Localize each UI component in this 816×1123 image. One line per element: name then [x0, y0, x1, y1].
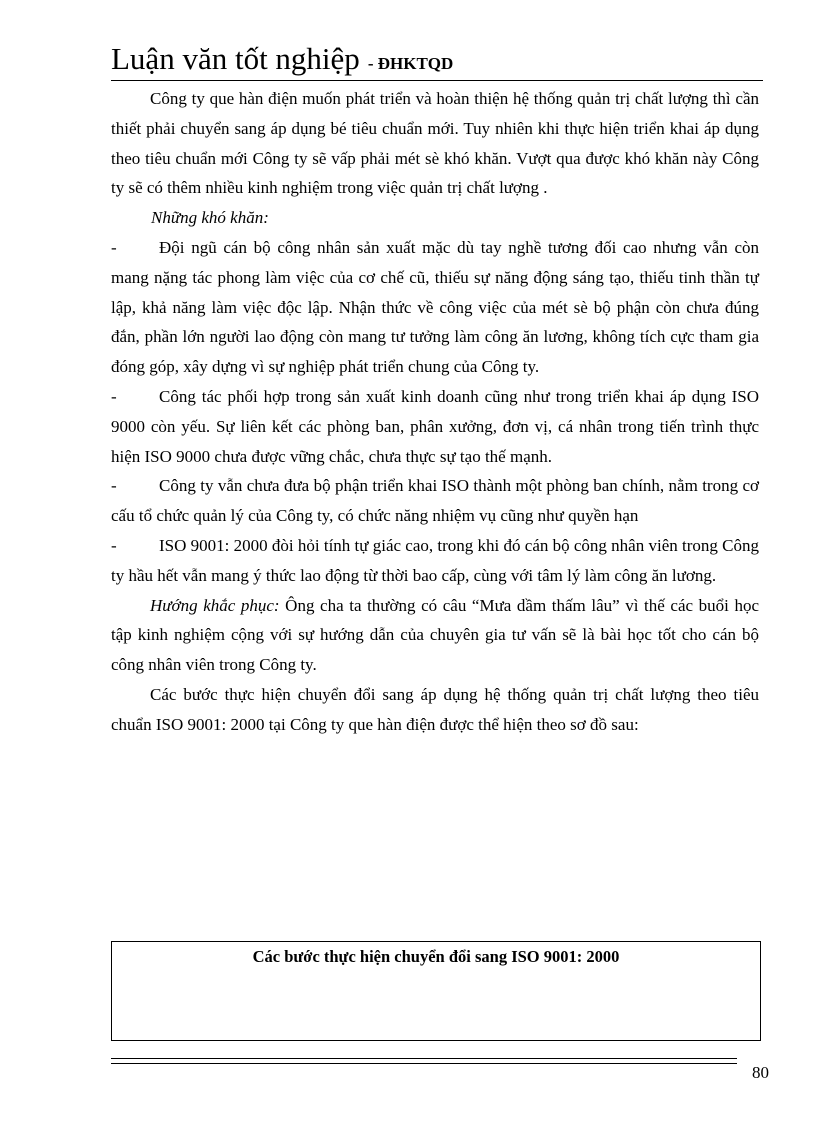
bullet-text: Đội ngũ cán bộ công nhân sản xuất mặc dù tay nghề tương đối cao nhưng vẫn còn mang nặng tác phong làm việc của cơ chế cũ, thiếu sự năng động sáng tạo, thiếu tinh thần tự lập, khả năng làm việc độc lập. Nhận thức về công việc của mét sè bộ phận còn chưa đúng đắn, phần lớn người lao động còn mang tư tưởng làm công ăn lương, không tích cực tham gia đóng góp, xây dựng vì sự nghiệp phát triển chung của Công ty.	[111, 237, 759, 377]
bullet-item: - Công tác phối hợp trong sản xuất kinh doanh cũng như trong triển khai áp dụng ISO 9000 còn yếu. Sự liên kết các phòng ban, phân xưởng, đơn vị, cá nhân trong tiến trình thực hiện ISO 9000 chưa được vững chắc, chưa thực sự tạo thế mạnh.	[111, 386, 759, 466]
header-subtitle: - ĐHKTQD	[367, 54, 454, 73]
remedy-text: Ông cha ta thường có câu “Mưa dầm thấm lâu” vì thế các buổi học tập kinh nghiệm cộng với sự hướng dẫn của chuyên gia tư vấn sẽ là bài học tốt cho cán bộ công nhân viên trong Công ty.	[111, 595, 759, 675]
bullet-text: ISO 9001: 2000 đòi hỏi tính tự giác cao, trong khi đó cán bộ công nhân viên trong Công ty hầu hết vẫn mang ý thức lao động từ thời bao cấp, cùng với tâm lý làm công ăn lương.	[111, 535, 759, 585]
bullet-text: Công tác phối hợp trong sản xuất kinh doanh cũng như trong triển khai áp dụng ISO 9000 còn yếu. Sự liên kết các phòng ban, phân xưởng, đơn vị, cá nhân trong tiến trình thực hiện ISO 9000 chưa được vững chắc, chưa thực sự tạo thế mạnh.	[111, 386, 759, 466]
footer-divider	[111, 1058, 737, 1064]
page-number: 80	[752, 1063, 769, 1082]
header-title: Luận văn tốt nghiệp	[111, 41, 360, 76]
difficulties-heading: Những khó khăn:	[151, 208, 269, 228]
document-body	[111, 84, 759, 740]
intro-paragraph: Công ty que hàn điện muốn phát triển và hoàn thiện hệ thống quản trị chất lượng thì cần thiết phải chuyển sang áp dụng bé tiêu chuẩn mới. Tuy nhiên khi thực hiện triển khai áp dụng theo tiêu chuẩn mới Công ty sẽ vấp phải mét sè khó khăn. Vượt qua được khó khăn này Công ty sẽ có thêm nhiều kinh nghiệm trong việc quản trị chất lượng .	[111, 89, 759, 198]
page-header	[111, 38, 763, 81]
bullet-item: - ISO 9001: 2000 đòi hỏi tính tự giác cao, trong khi đó cán bộ công nhân viên trong Công ty hầu hết vẫn mang ý thức lao động từ thời bao cấp, cùng với tâm lý làm công ăn lương.	[111, 535, 759, 585]
remedy-paragraph	[111, 591, 759, 680]
diagram-box	[111, 941, 761, 1041]
diagram-title: Các bước thực hiện chuyển đổi sang ISO 9001: 2000	[252, 947, 620, 966]
steps-intro-paragraph: Các bước thực hiện chuyển đổi sang áp dụng hệ thống quản trị chất lượng theo tiêu chuẩn ISO 9001: 2000 tại Công ty que hàn điện được thể hiện theo sơ đồ sau:	[111, 684, 759, 734]
bullet-item: - Công ty vẫn chưa đưa bộ phận triển khai ISO thành một phòng ban chính, nằm trong cơ cấu tổ chức quản lý của Công ty, có chức năng nhiệm vụ cũng như quyền hạn	[111, 476, 759, 526]
bullet-text: Công ty vẫn chưa đưa bộ phận triển khai ISO thành một phòng ban chính, nằm trong cơ cấu tổ chức quản lý của Công ty, có chức năng nhiệm vụ cũng như quyền hạn	[111, 476, 759, 526]
remedy-label: Hướng khắc phục:	[150, 595, 280, 615]
bullet-item: - Đội ngũ cán bộ công nhân sản xuất mặc dù tay nghề tương đối cao nhưng vẫn còn mang nặng tác phong làm việc của cơ chế cũ, thiếu sự năng động sáng tạo, thiếu tinh thần tự lập, khả năng làm việc độc lập. Nhận thức về công việc của mét sè bộ phận còn chưa đúng đắn, phần lớn người lao động còn mang tư tưởng làm công ăn lương, không tích cực tham gia đóng góp, xây dựng vì sự nghiệp phát triển chung của Công ty.	[111, 237, 759, 377]
